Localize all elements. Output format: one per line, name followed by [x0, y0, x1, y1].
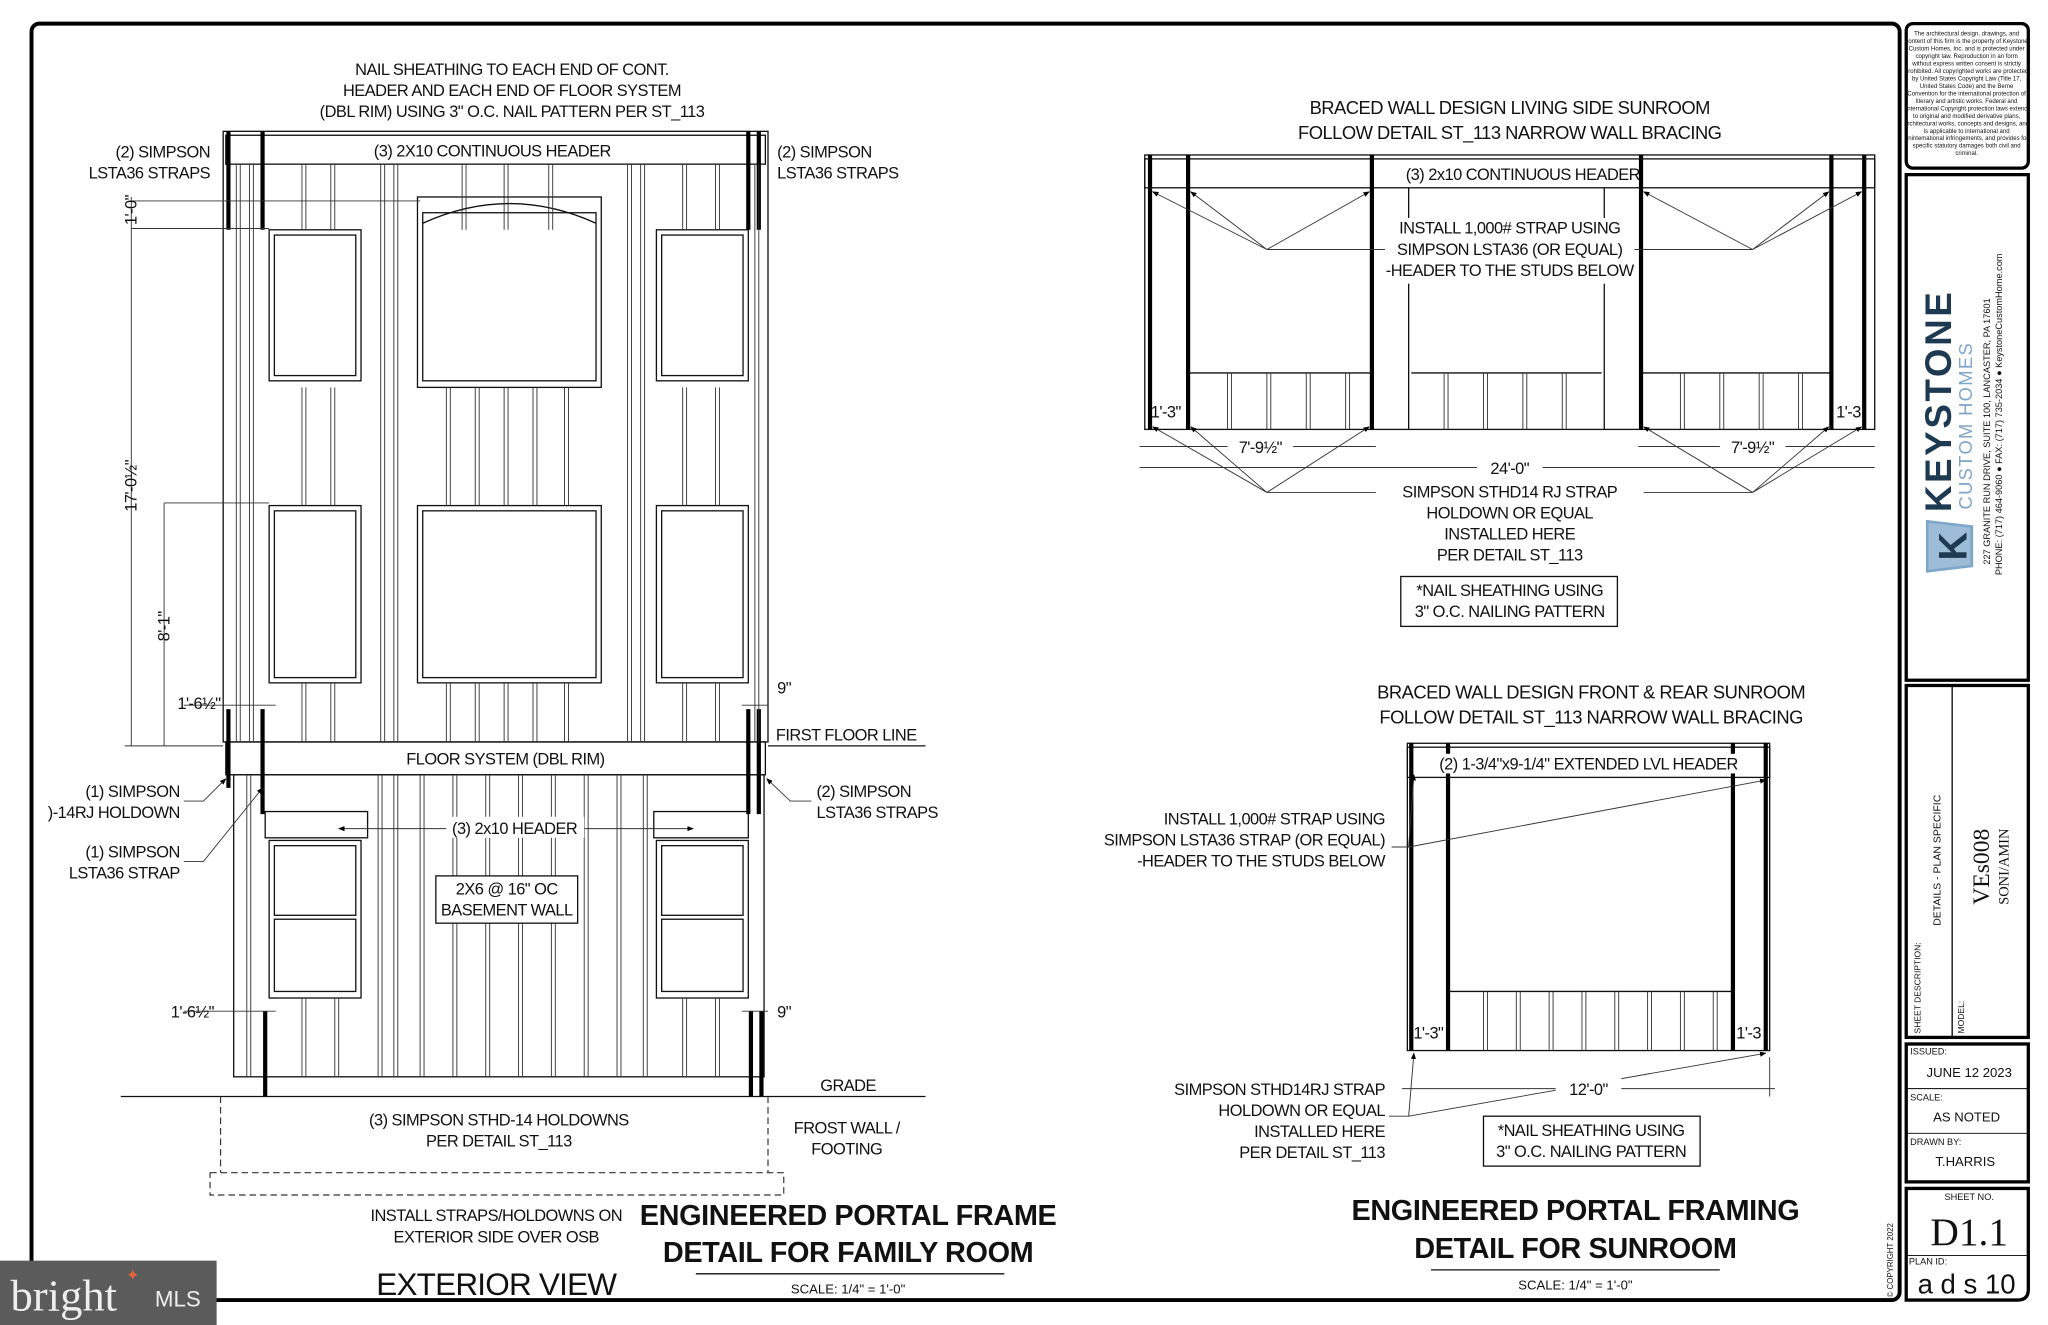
- nail-note: *NAIL SHEATHING USING: [1497, 1121, 1685, 1140]
- bright-mls-watermark: [0, 1261, 217, 1325]
- grade-label: GRADE: [820, 1077, 876, 1096]
- top-note-line: (DBL RIM) USING 3" O.C. NAIL PATTERN PER ST_113: [319, 102, 705, 121]
- dim-label: 1'-3: [1736, 1024, 1762, 1043]
- copyright-line: is applicable to international and: [1923, 128, 2010, 135]
- copyright-line: criminal.: [1955, 151, 1978, 158]
- company-subname: CUSTOM HOMES: [1954, 341, 1976, 510]
- nail-note: 3" O.C. NAILING PATTERN: [1496, 1142, 1687, 1161]
- dim-label: 9": [777, 679, 792, 698]
- model-number: VEs008: [1968, 828, 1995, 905]
- copyright-line: United States Code) and the Berne: [1919, 83, 2014, 90]
- right-straps-label: (2) SIMPSON: [777, 143, 872, 162]
- header-label: (2) 1-3/4"x9-1/4" EXTENDED LVL HEADER: [1439, 755, 1738, 774]
- left-straps-label: LSTA36 STRAPS: [88, 164, 211, 183]
- scale-label: SCALE: 1/4" = 1'-0": [1518, 1277, 1633, 1293]
- drawn-by-value: T.HARRIS: [1935, 1154, 1996, 1170]
- top-note-line: HEADER AND EACH END OF FLOOR SYSTEM: [342, 81, 682, 100]
- strap-note: SIMPSON LSTA36 STRAP (OR EQUAL): [1103, 831, 1386, 850]
- install-note: INSTALL STRAPS/HOLDOWNS ON: [370, 1207, 623, 1226]
- holdown-note: SIMPSON STHD14 RJ STRAP: [1402, 483, 1618, 502]
- copyright-line: architectural works, concepts and designs, and: [1904, 121, 2030, 128]
- holdown-left-label: (1) SIMPSON: [85, 783, 180, 802]
- strap-note: INSTALL 1,000# STRAP USING: [1399, 219, 1621, 238]
- svg-text:✦: ✦: [126, 1267, 140, 1285]
- sheet-number: D1.1: [1930, 1209, 2009, 1254]
- holdown-note: INSTALLED HERE: [1444, 525, 1576, 544]
- holdown-note: HOLDOWN OR EQUAL: [1218, 1102, 1386, 1121]
- detail-title: ENGINEERED PORTAL FRAME: [639, 1200, 1057, 1233]
- dim-label: 24'-0": [1490, 460, 1530, 479]
- detail-heading: BRACED WALL DESIGN FRONT & REAR SUNROOM: [1377, 681, 1806, 703]
- scale-value: AS NOTED: [1933, 1109, 2001, 1125]
- drawn-by-label: DRAWN BY:: [1910, 1137, 1962, 1148]
- straps-right-lower-label: (2) SIMPSON: [816, 783, 912, 802]
- watermark-brand: bright: [10, 1270, 118, 1321]
- watermark-suffix: MLS: [154, 1286, 201, 1312]
- dim-label: 17'-0½": [122, 459, 141, 512]
- dim-label: 1'-6½": [170, 1003, 214, 1022]
- copyright-line: to original and modified derivative plans,: [1912, 113, 2021, 120]
- strap-left-label: (1) SIMPSON: [85, 843, 180, 862]
- dim-label: 9": [777, 1003, 792, 1022]
- copyright-year: © COPYRIGHT 2022: [1886, 1223, 1896, 1298]
- detail-title: ENGINEERED PORTAL FRAMING: [1351, 1194, 1800, 1227]
- holdown-note: PER DETAIL ST_113: [1436, 546, 1583, 565]
- copyright-line: literary and artistic works. Federal and: [1915, 98, 2018, 105]
- dim-label: 1'-3": [1150, 403, 1181, 422]
- detail-heading: BRACED WALL DESIGN LIVING SIDE SUNROOM: [1309, 97, 1710, 119]
- holdown-note: SIMPSON STHD14RJ STRAP: [1174, 1081, 1386, 1100]
- header-label: (3) 2x10 CONTINUOUS HEADER: [1405, 165, 1641, 184]
- copyright-line: unintemational infringements, and provides for: [1904, 136, 2029, 143]
- dim-label: 1'-3": [1413, 1024, 1444, 1043]
- dim-label: 12'-0": [1569, 1081, 1608, 1100]
- logo-letter: K: [1931, 532, 1976, 561]
- dim-label: 1'-3: [1836, 403, 1861, 422]
- copyright-line: International Copyright protection laws extend: [1905, 106, 2028, 113]
- nail-note: 3" O.C. NAILING PATTERN: [1414, 603, 1605, 622]
- scale-label: SCALE:: [1910, 1092, 1943, 1103]
- right-straps-label: LSTA36 STRAPS: [777, 164, 899, 183]
- copyright-line: The architectural design, drawings, and: [1914, 31, 2020, 38]
- holdown-note: PER DETAIL ST_113: [1239, 1144, 1386, 1163]
- detail-title: DETAIL FOR SUNROOM: [1414, 1233, 1737, 1266]
- holdown-note: HOLDOWN OR EQUAL: [1426, 504, 1594, 523]
- holdowns-note: PER DETAIL ST_113: [425, 1132, 572, 1151]
- frost-wall-label: FOOTING: [811, 1140, 883, 1159]
- scale-label: SCALE: 1/4" = 1'-0": [790, 1281, 906, 1297]
- strap-note: SIMPSON LSTA36 (OR EQUAL): [1397, 240, 1623, 259]
- dim-label: 7'-9½": [1238, 439, 1282, 458]
- company-name: KEYSTONE: [1917, 289, 1959, 513]
- holdown-note: INSTALLED HERE: [1254, 1123, 1386, 1142]
- basement-wall-label: BASEMENT WALL: [440, 901, 573, 920]
- dim-label: 7'-9½": [1731, 439, 1775, 458]
- copyright-line: copyright law. Reproduction in an form: [1915, 53, 2018, 60]
- sheet-description-label: SHEET DESCRIPTION:: [1912, 942, 1923, 1034]
- strap-note: -HEADER TO THE STUDS BELOW: [1385, 261, 1634, 280]
- copyright-notice: [1904, 31, 2029, 157]
- dim-label: 1'-6½": [177, 695, 221, 714]
- issued-date: JUNE 12 2023: [1926, 1064, 2012, 1080]
- left-straps-label: (2) SIMPSON: [115, 143, 211, 162]
- continuous-header-label: (3) 2X10 CONTINUOUS HEADER: [373, 142, 611, 161]
- sheet-no-label: SHEET NO.: [1944, 1192, 1994, 1203]
- basement-wall-label: 2X6 @ 16" OC: [455, 880, 558, 899]
- plan-id: a d s 10: [1917, 1268, 2016, 1300]
- copyright-line: specific statutory damages both civil and: [1912, 143, 2021, 150]
- copyright-line: Custom Homes, Inc. and is protected under: [1908, 46, 2025, 53]
- sheet-description: DETAILS - PLAN SPECIFIC: [1931, 794, 1944, 926]
- frost-wall-label: FROST WALL /: [793, 1119, 900, 1138]
- first-floor-line-label: FIRST FLOOR LINE: [775, 726, 917, 745]
- strap-note: INSTALL 1,000# STRAP USING: [1163, 810, 1386, 829]
- strap-note: -HEADER TO THE STUDS BELOW: [1137, 852, 1386, 871]
- company-address: 227 GRANITE RUN DRIVE, SUITE 100, LANCASTER, PA 17601: [1982, 298, 1993, 565]
- client-name: SONI/AMIN: [1996, 828, 2013, 905]
- issued-label: ISSUED:: [1910, 1046, 1947, 1057]
- copyright-line: without express written consent is strictly: [1912, 61, 2021, 68]
- copyright-line: by United States Copyright Law (Title 17,: [1912, 76, 2022, 83]
- top-note-line: NAIL SHEATHING TO EACH END OF CONT.: [355, 60, 669, 79]
- company-contact: PHONE: (717) 464-9060 ● FAX: (717) 735-2034 ● KeystoneCustomHome.com: [1994, 253, 2005, 576]
- nail-note: *NAIL SHEATHING USING: [1416, 582, 1604, 601]
- copyright-line: content of this firm is the property of Keystone: [1905, 38, 2028, 45]
- straps-right-lower-label: LSTA36 STRAPS: [816, 804, 938, 823]
- detail-heading: FOLLOW DETAIL ST_113 NARROW WALL BRACING: [1298, 122, 1722, 144]
- holdown-left-label: )-14RJ HOLDOWN: [47, 804, 180, 823]
- copyright-line: prohibited. All copyrighted works are protected: [1904, 68, 2029, 75]
- detail-title: DETAIL FOR FAMILY ROOM: [662, 1236, 1034, 1269]
- copyright-line: Convention for the international protection of: [1907, 91, 2026, 98]
- header-2x10-label: (3) 2x10 HEADER: [452, 819, 578, 838]
- detail-heading: FOLLOW DETAIL ST_113 NARROW WALL BRACING: [1379, 706, 1803, 728]
- dim-label: 1'-0": [122, 195, 141, 226]
- floor-system-label: FLOOR SYSTEM (DBL RIM): [406, 750, 605, 769]
- install-note: EXTERIOR SIDE OVER OSB: [393, 1228, 599, 1247]
- plan-id-label: PLAN ID:: [1908, 1256, 1948, 1267]
- model-label: MODEL:: [1955, 1000, 1966, 1034]
- strap-left-label: LSTA36 STRAP: [68, 864, 180, 883]
- dim-label: 8'-1": [155, 611, 174, 642]
- exterior-view-label: EXTERIOR VIEW: [376, 1265, 617, 1302]
- holdowns-note: (3) SIMPSON STHD-14 HOLDOWNS: [369, 1111, 629, 1130]
